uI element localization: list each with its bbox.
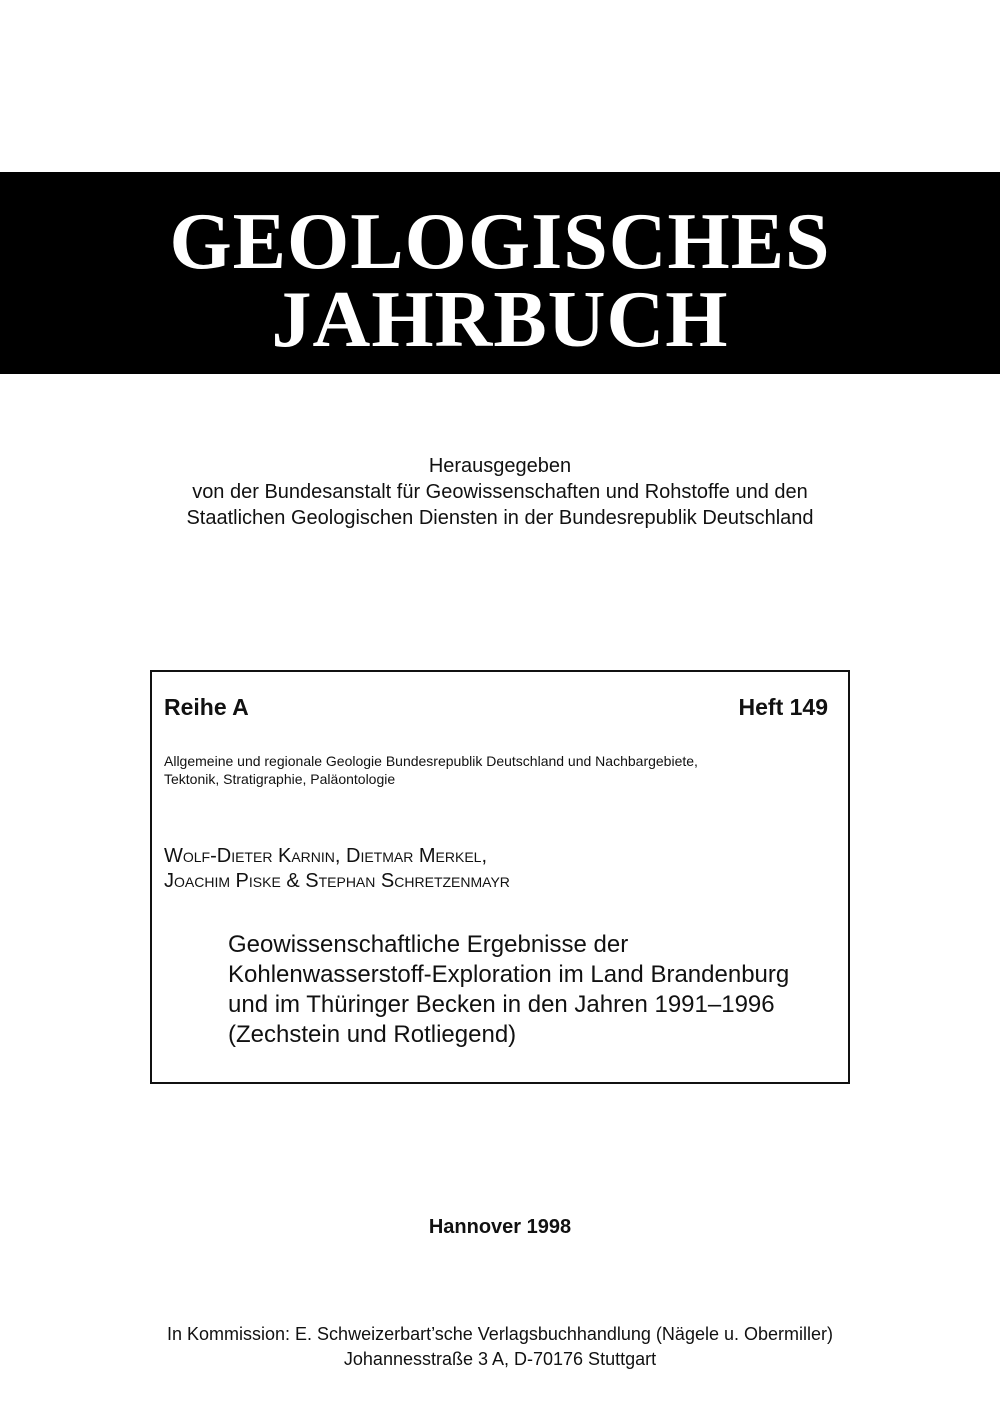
issue-number: Heft 149 [738,694,828,720]
work-title-line-1: Geowissenschaftliche Ergebnisse der [228,931,629,958]
distributor-line-1: In Kommission: E. Schweizerbart’sche Verlagsbuchhandlung (Nägele u. Obermiller) [167,1324,833,1344]
series-box [150,670,850,1084]
work-title-line-2: Kohlenwasserstoff-Exploration im Land Brandenburg [228,961,790,988]
publisher-line-3: Staatlichen Geologischen Diensten in der Bundesrepublik Deutschland [186,507,814,529]
series-subject [164,752,698,788]
authors-line-1: Wolf-Dieter Karnin, Dietmar Merkel, [164,845,488,867]
work-title-line-3: und im Thüringer Becken in den Jahren 1991–1996 [228,991,775,1018]
publisher-statement [0,453,1000,531]
authors-line-2: Joachim Piske & Stephan Schretzenmayr [164,870,510,892]
work-title-line-4: (Zechstein und Rotliegend) [228,1021,517,1048]
series-label: Reihe A [164,694,249,720]
place-and-year: Hannover 1998 [428,1216,572,1238]
journal-title-band [0,172,1000,374]
journal-title-line-2: JAHRBUCH [271,276,729,364]
series-subject-line-2: Tektonik, Stratigraphie, Paläontologie [164,771,396,787]
publisher-line-2: von der Bundesanstalt für Geowissenschaften und Rohstoffe und den [192,481,808,503]
journal-title-line-1: GEOLOGISCHES [169,198,831,286]
publisher-line-1: Herausgegeben [428,455,572,477]
work-title [228,930,789,1050]
distributor [0,1322,1000,1372]
series-subject-line-1: Allgemeine und regionale Geologie Bundesrepublik Deutschland und Nachbargebiete, [164,753,698,769]
distributor-line-2: Johannesstraße 3 A, D-70176 Stuttgart [343,1349,657,1369]
authors [164,844,510,894]
